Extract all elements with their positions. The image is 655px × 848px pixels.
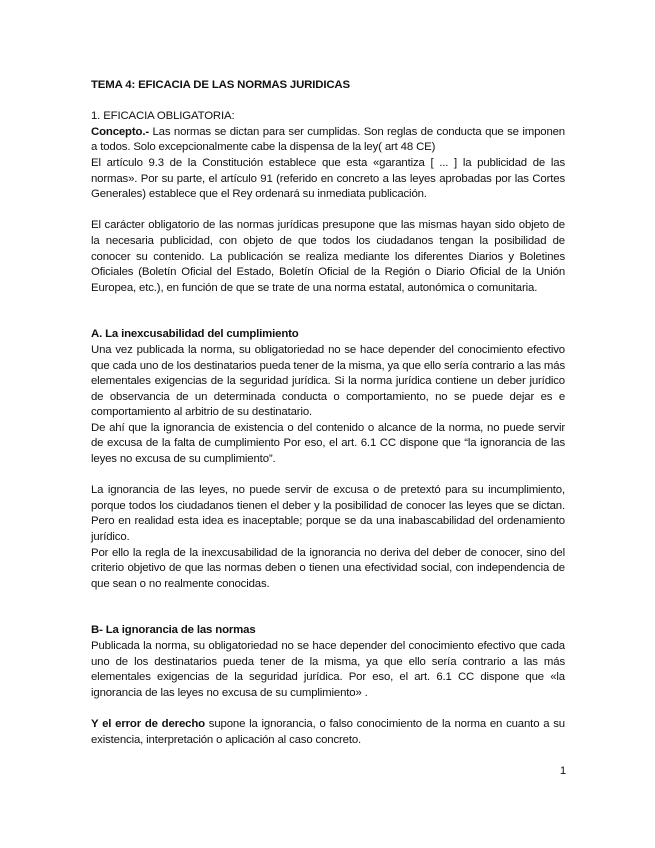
sectionA-paragraph-2: De ahí que la ignorancia de existencia o del contenido o alcance de la norma, no puede servir de excusa de la falta de cumplimiento Por eso, el art. 6.1 CC dispone que “la ignorancia de las leyes no excusa de su cumplimiento”. — [91, 421, 565, 466]
sectionA-paragraph-1: Una vez publicada la norma, su obligatoriedad no se hace depender del conocimiento efectivo que cada uno de los destinatarios pueda tener de la misma, ya que ello sería contrario a las más elementales exigencias de la seguridad jurídica. Si la norma jurídica contiene un deber jurídico de observancia de un determinada conducta o comportamiento, no se puede dejar es e comportamiento al arbitrio de su destinatario. — [91, 343, 565, 419]
section1-paragraph-3: El carácter obligatorio de las normas jurídicas presupone que las mismas hayan sido objeto de la necesaria publicidad, con objeto de que todos los ciudadanos tengan la posibilidad de conocer su contenido. La publicación se realiza mediante los diferentes Diarios y Boletines Oficiales (Boletín Oficial del Estado, Boletín Oficial de la Región o Diario Oficial de la Unión Europea, etc.), en función de que se trate de una norma estatal, autonómica o comunitaria. — [91, 219, 565, 294]
error-label: Y el error de derecho — [91, 717, 205, 730]
error-text: supone la ignorancia, o falso conocimiento de la norma en cuanto a su existencia, interpretación o aplicación al caso concreto. — [91, 717, 565, 746]
section1-paragraph-2: El artículo 9.3 de la Constitución establece que esta «garantiza [ ... ] la publicidad de las normas». Por su parte, el artículo 91 (referido en concreto a las leyes aprobadas por las Cortes Generales) establece que el Rey ordenará su inmediata publicación. — [91, 156, 565, 201]
page-number: 1 — [559, 765, 566, 777]
document-title: TEMA 4: EFICACIA DE LAS NORMAS JURIDICAS — [91, 79, 350, 91]
concepto-label: Concepto.- — [91, 125, 149, 138]
sectionB-paragraph-1: Publicada la norma, su obligatoriedad no se hace depender del conocimiento efectivo que cada uno de los destinatarios pueda tener de la misma, ya que ello sería contrario a las más elementales exigencias de la seguridad jurídica. Por eso, el art. 6.1 CC dispone que «la ignorancia de las leyes no excusa de su cumplimiento» . — [91, 640, 565, 699]
section1-heading: 1. EFICACIA OBLIGATORIA: — [91, 110, 235, 123]
section1-concepto-paragraph — [91, 125, 565, 156]
sectionA-paragraph-3: La ignorancia de las leyes, no puede servir de excusa o de pretextó para su incumplimiento, porque todos los ciudadanos tienen el deber y la posibilidad de conocer las leyes que se dictan. Pero en realidad esta idea es inaceptable; porque se da una inabascabilidad del ordenamiento jurídico. — [91, 484, 565, 544]
sectionB-heading: B- La ignorancia de las normas — [91, 624, 256, 637]
sectionA-paragraph-4: Por ello la regla de la inexcusabilidad de la ignorancia no deriva del deber de conocer, sino del criterio objetivo de que las normas deben o tienen una efectividad social, con independencia de que sean o no realmente conocidas. — [91, 546, 565, 590]
sectionA-heading: A. La inexcusabilidad del cumplimiento — [91, 328, 299, 341]
concepto-text: Las normas se dictan para ser cumplidas. Son reglas de conducta que se imponen a todos. Solo excepcionalmente cabe la dispensa de la ley( art 48 CE) — [91, 125, 565, 154]
sectionB-error-paragraph — [91, 717, 565, 748]
